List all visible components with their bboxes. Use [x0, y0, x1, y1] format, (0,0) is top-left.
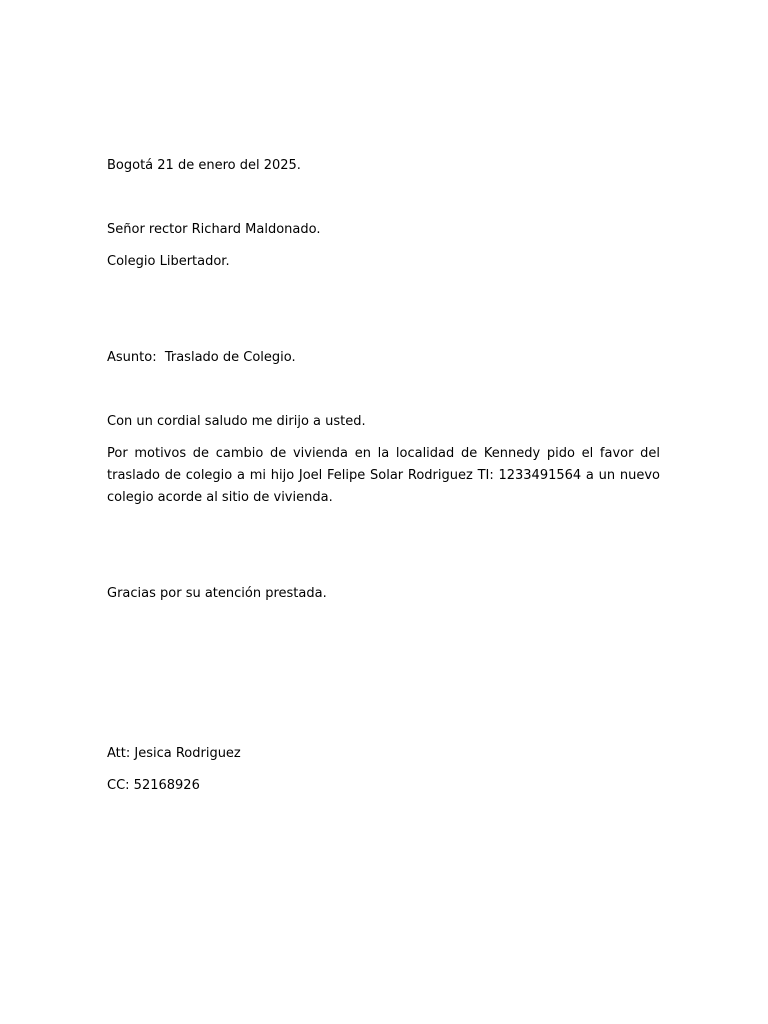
recipient-name: Señor rector Richard Maldonado. — [107, 222, 321, 237]
letter-date: Bogotá 21 de enero del 2025. — [107, 158, 301, 173]
recipient-school: Colegio Libertador. — [107, 254, 230, 269]
letter-subject: Asunto: Traslado de Colegio. — [107, 350, 296, 365]
letter-closing: Gracias por su atención prestada. — [107, 586, 327, 601]
signature-name: Att: Jesica Rodriguez — [107, 746, 241, 761]
signature-id: CC: 52168926 — [107, 778, 200, 793]
letter-greeting: Con un cordial saludo me dirijo a usted. — [107, 414, 366, 429]
letter-body: Por motivos de cambio de vivienda en la localidad de Kennedy pido el favor del traslado de colegio a mi hijo Joel Felipe Solar Rodriguez TI: 1233491564 a un nuevo colegio acorde al sitio de vivienda. — [107, 446, 660, 505]
